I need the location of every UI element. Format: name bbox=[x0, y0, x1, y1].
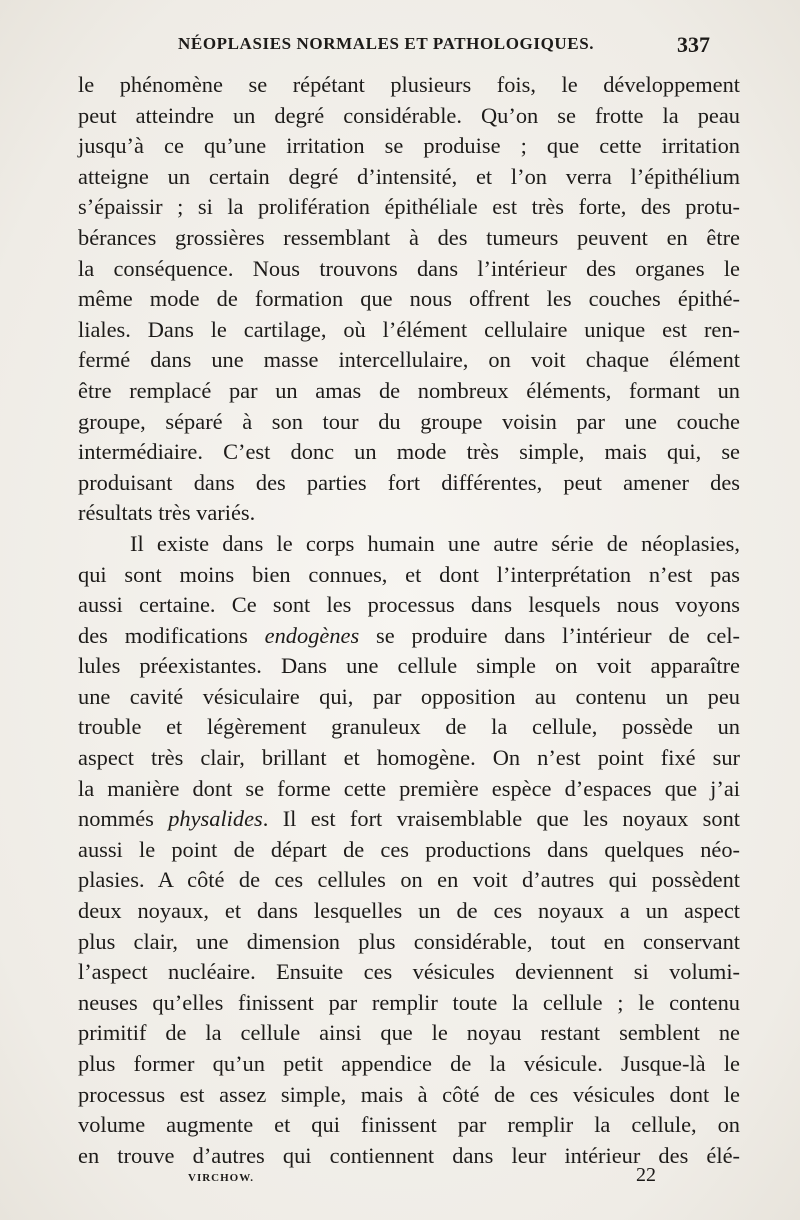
text-line: l’aspect nucléaire. Ensuite ces vésicules deviennent si volumi- bbox=[78, 959, 740, 985]
text-line: nommés physalides. Il est fort vraisemblable que les noyaux sont bbox=[78, 806, 740, 832]
page-header bbox=[70, 32, 720, 62]
text-line: fermé dans une masse intercellulaire, on voit chaque élément bbox=[78, 347, 740, 373]
text-line: processus est assez simple, mais à côté de ces vésicules dont le bbox=[78, 1081, 740, 1107]
text-line: produisant dans des parties fort différentes, peut amener des bbox=[78, 469, 740, 495]
text-line: la conséquence. Nous trouvons dans l’intérieur des organes le bbox=[78, 255, 740, 281]
text-line: plus clair, une dimension plus considérable, tout en conservant bbox=[78, 928, 740, 954]
text-line: la manière dont se forme cette première espèce d’espaces que j’ai bbox=[78, 775, 740, 801]
text-line: s’épaissir ; si la prolifération épithéliale est très forte, des protu- bbox=[78, 194, 740, 220]
text-line: neuses qu’elles finissent par remplir toute la cellule ; le contenu bbox=[78, 989, 740, 1015]
text-line: trouble et légèrement granuleux de la cellule, possède un bbox=[78, 714, 740, 740]
text-line: qui sont moins bien connues, et dont l’interprétation n’est pas bbox=[78, 561, 740, 587]
text-line: groupe, séparé à son tour du groupe voisin par une couche bbox=[78, 408, 740, 434]
page-footer bbox=[70, 1162, 720, 1192]
running-title: NÉOPLASIES NORMALES ET PATHOLOGIQUES. bbox=[178, 34, 595, 53]
text-line: aussi le point de départ de ces productions dans quelques néo- bbox=[78, 836, 740, 862]
text-line: volume augmente et qui finissent par remplir la cellule, on bbox=[78, 1112, 740, 1138]
text-line: plus former qu’un petit appendice de la vésicule. Jusque-là le bbox=[78, 1051, 740, 1076]
sheet-number: 22 bbox=[636, 1164, 656, 1186]
text-line: une cavité vésiculaire qui, par opposition au contenu un peu bbox=[78, 683, 740, 709]
text-line: le phénomène se répétant plusieurs fois, le développement bbox=[78, 72, 740, 97]
text-line: peut atteindre un degré considérable. Qu’on se frotte la peau bbox=[78, 102, 740, 128]
text-line: en trouve d’autres qui contiennent dans leur intérieur des élé- bbox=[78, 1142, 740, 1168]
text-line: être remplacé par un amas de nombreux éléments, formant un bbox=[78, 377, 740, 403]
text-line: deux noyaux, et dans lesquelles un de ces noyaux a un aspect bbox=[78, 898, 740, 924]
text-line: jusqu’à ce qu’une irritation se produise ; que cette irritation bbox=[78, 133, 740, 159]
body-text bbox=[78, 70, 740, 1171]
paragraph-1 bbox=[78, 70, 740, 529]
text-line: bérances grossières ressemblant à des tumeurs peuvent en être bbox=[78, 224, 740, 250]
text-line: liales. Dans le cartilage, où l’élément cellulaire unique est ren- bbox=[78, 316, 740, 342]
text-line: primitif de la cellule ainsi que le noyau restant semblent ne bbox=[78, 1020, 740, 1046]
text-line: Il existe dans le corps humain une autre série de néoplasies, bbox=[130, 530, 740, 556]
paragraph-2 bbox=[78, 529, 740, 1171]
text-line: atteigne un certain degré d’intensité, et l’on verra l’épithélium bbox=[78, 163, 740, 189]
page-number: 337 bbox=[677, 32, 710, 57]
signature-mark: VIRCHOW. bbox=[188, 1172, 254, 1184]
text-line: même mode de formation que nous offrent les couches épithé- bbox=[78, 286, 740, 312]
text-line: aussi certaine. Ce sont les processus dans lesquels nous voyons bbox=[78, 592, 740, 618]
text-line: des modifications endogènes se produire dans l’intérieur de cel- bbox=[78, 622, 741, 648]
text-line: aspect très clair, brillant et homogène. On n’est point fixé sur bbox=[78, 745, 740, 771]
text-line: résultats très variés. bbox=[78, 500, 256, 526]
text-line: lules préexistantes. Dans une cellule simple on voit apparaître bbox=[78, 653, 740, 679]
text-line: plasies. A côté de ces cellules on en voit d’autres qui possèdent bbox=[78, 867, 740, 893]
text-line: intermédiaire. C’est donc un mode très simple, mais qui, se bbox=[78, 439, 740, 465]
